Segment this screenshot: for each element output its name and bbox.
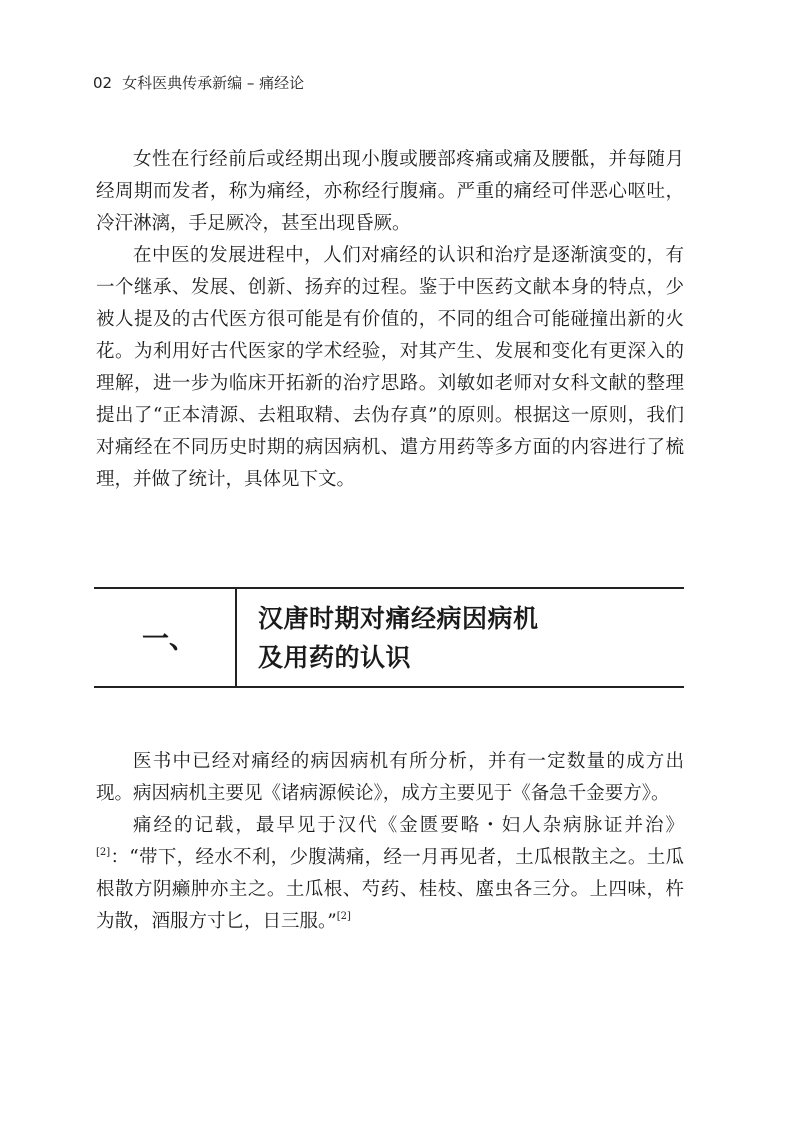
intro-paragraph-2: 在中医的发展进程中，人们对痛经的认识和治疗是逐渐演变的，有一个继承、发展、创新、扬弃的过程。鉴于中医药文献本身的特点，少被人提及的古代医方很可能是有价值的，不同的组合可能碰撞出新的火花。为利用好古代医家的学术经验，对其产生、发展和变化有更深入的理解，进一步为临床开拓新的治疗思路。刘敏如老师对女科文献的整理提出了“正本清源、去粗取精、去伪存真”的原则。根据这一原则，我们对痛经在不同历史时期的病因病机、遣方用药等多方面的内容进行了梳理，并做了统计，具体见下文。 [96, 245, 684, 490]
intro-text [96, 144, 684, 496]
section-title [258, 599, 539, 677]
section-number: 一、 [142, 624, 196, 655]
section-divider [235, 589, 237, 686]
page-number: 02 [93, 74, 113, 92]
citation-ref: [2] [336, 911, 351, 922]
citation-ref: [2] [96, 847, 111, 858]
intro-paragraph-1: 女性在行经前后或经期出现小腹或腰部疼痛或痛及腰骶，并每随月经周期而发者，称为痛经，亦称经行腹痛。严重的痛经可伴恶心呕吐，冷汗淋漓，手足厥冷，甚至出现昏厥。 [96, 149, 684, 234]
section-heading [94, 587, 684, 688]
section-title-line-1: 汉唐时期对痛经病因病机 [258, 604, 539, 633]
section-title-line-2: 及用药的认识 [258, 643, 412, 672]
paragraph-text: ：“带下，经水不利，少腹满痛，经一月再见者，土瓜根散主之。土瓜根散方阴癞肿亦主之。土瓜根、芍药、桂枝、䗪虫各三分。上四味，杵为散，酒服方寸匕，日三服。” [96, 847, 684, 932]
book-title: 女科医典传承新编 – 痛经论 [122, 74, 305, 92]
section-body [96, 746, 684, 938]
section-paragraph-2 [96, 810, 684, 938]
section-paragraph-1: 医书中已经对痛经的病因病机有所分析，并有一定数量的成方出现。病因病机主要见《诸病源候论》，成方主要见于《备急千金要方》。 [96, 751, 684, 804]
paragraph-text: 痛经的记载，最早见于汉代《金匮要略・妇人杂病脉证并治》 [133, 815, 684, 836]
running-header [93, 72, 304, 93]
